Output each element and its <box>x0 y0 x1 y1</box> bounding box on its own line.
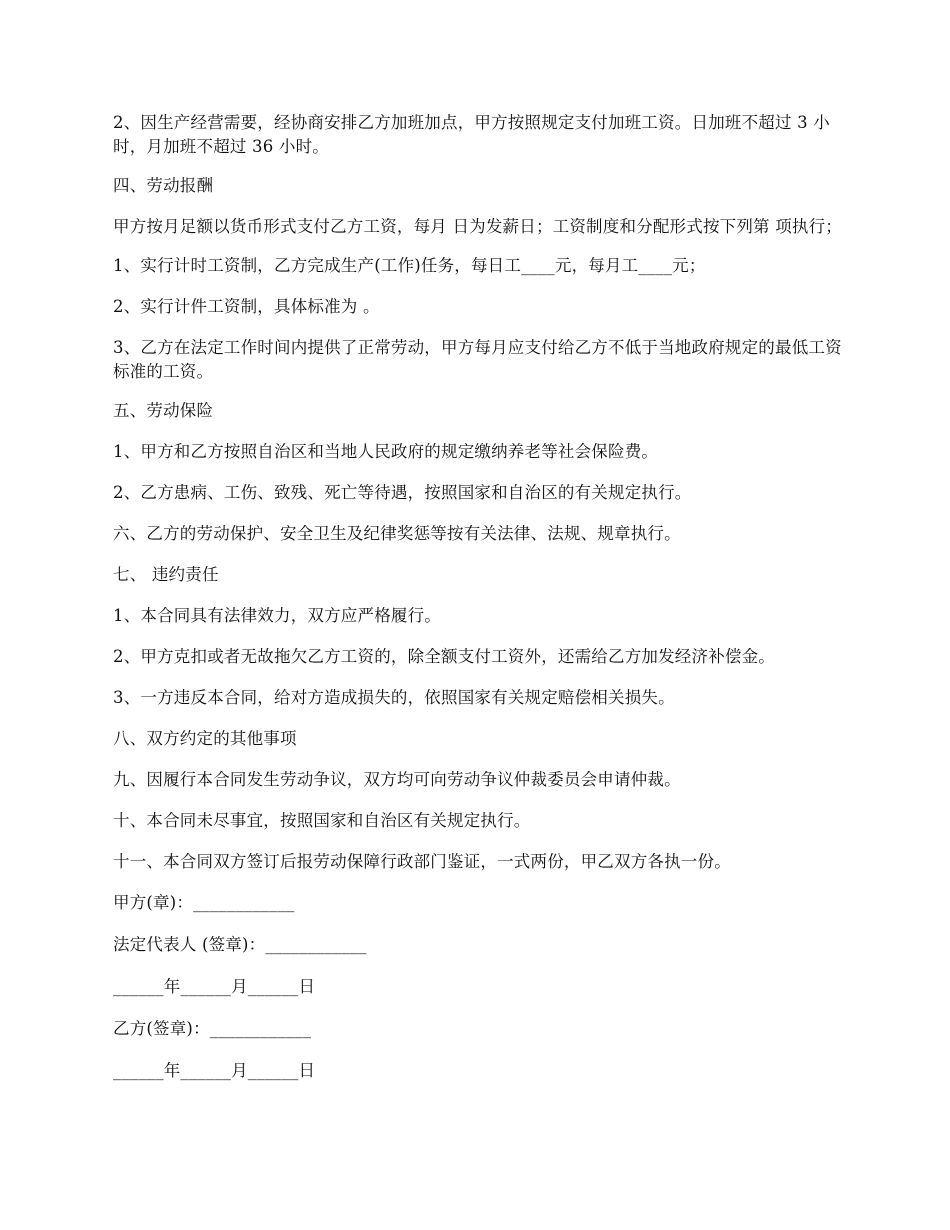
section-heading-insurance: 五、劳动保险 <box>113 401 214 420</box>
clause-social-insurance: 1、甲方和乙方按照自治区和当地人民政府的规定缴纳养老等社会保险费。 <box>113 442 659 461</box>
clause-breach-compensation: 3、一方违反本合同，给对方造成损失的，依照国家有关规定赔偿相关损失。 <box>113 688 675 707</box>
signature-party-b: 乙方(签章)：____________ <box>113 1019 312 1038</box>
section-other-matters: 八、双方约定的其他事项 <box>113 729 297 748</box>
section-dispute-arbitration: 九、因履行本合同发生劳动争议，双方均可向劳动争议仲裁委员会申请仲裁。 <box>113 770 681 789</box>
clause-wage-arrears: 2、甲方克扣或者无故拖欠乙方工资的，除全额支付工资外，还需给乙方加发经济补偿金。 <box>113 647 775 666</box>
signature-legal-rep: 法定代表人 (签章)：____________ <box>113 935 367 954</box>
clause-wage-payment: 甲方按月足额以货币形式支付乙方工资，每月 日为发薪日；工资制度和分配形式按下列第 项执行； <box>113 217 842 236</box>
signature-party-a: 甲方(章)：____________ <box>113 893 295 912</box>
section-heading-remuneration: 四、劳动报酬 <box>113 176 214 195</box>
signature-date-b: ______年______月______日 <box>113 1061 316 1080</box>
signature-date-a: ______年______月______日 <box>113 977 316 996</box>
section-copies: 十一、本合同双方签订后报劳动保障行政部门鉴证，一式两份，甲乙双方各执一份。 <box>113 852 731 871</box>
clause-time-wage: 1、实行计时工资制，乙方完成生产(工作)任务，每日工____元，每月工____元； <box>113 256 706 275</box>
section-heading-liability: 七、 违约责任 <box>113 565 219 584</box>
section-unresolved-matters: 十、本合同未尽事宜，按照国家和自治区有关规定执行。 <box>113 811 531 830</box>
clause-overtime: 2、因生产经营需要，经协商安排乙方加班加点，甲方按照规定支付加班工资。日加班不超过 3 小时，月加班不超过 36 小时。 <box>113 113 830 156</box>
clause-minimum-wage: 3、乙方在法定工作时间内提供了正常劳动，甲方每月应支付给乙方不低于当地政府规定的最低工资标准的工资。 <box>113 338 842 381</box>
clause-legal-effect: 1、本合同具有法律效力，双方应严格履行。 <box>113 606 441 625</box>
clause-injury-benefits: 2、乙方患病、工伤、致残、死亡等待遇，按照国家和自治区的有关规定执行。 <box>113 483 692 502</box>
document-page <box>113 111 843 1101</box>
clause-piece-wage: 2、实行计件工资制，具体标准为 。 <box>113 297 380 316</box>
section-labor-protection: 六、乙方的劳动保护、安全卫生及纪律奖惩等按有关法律、法规、规章执行。 <box>113 524 681 543</box>
